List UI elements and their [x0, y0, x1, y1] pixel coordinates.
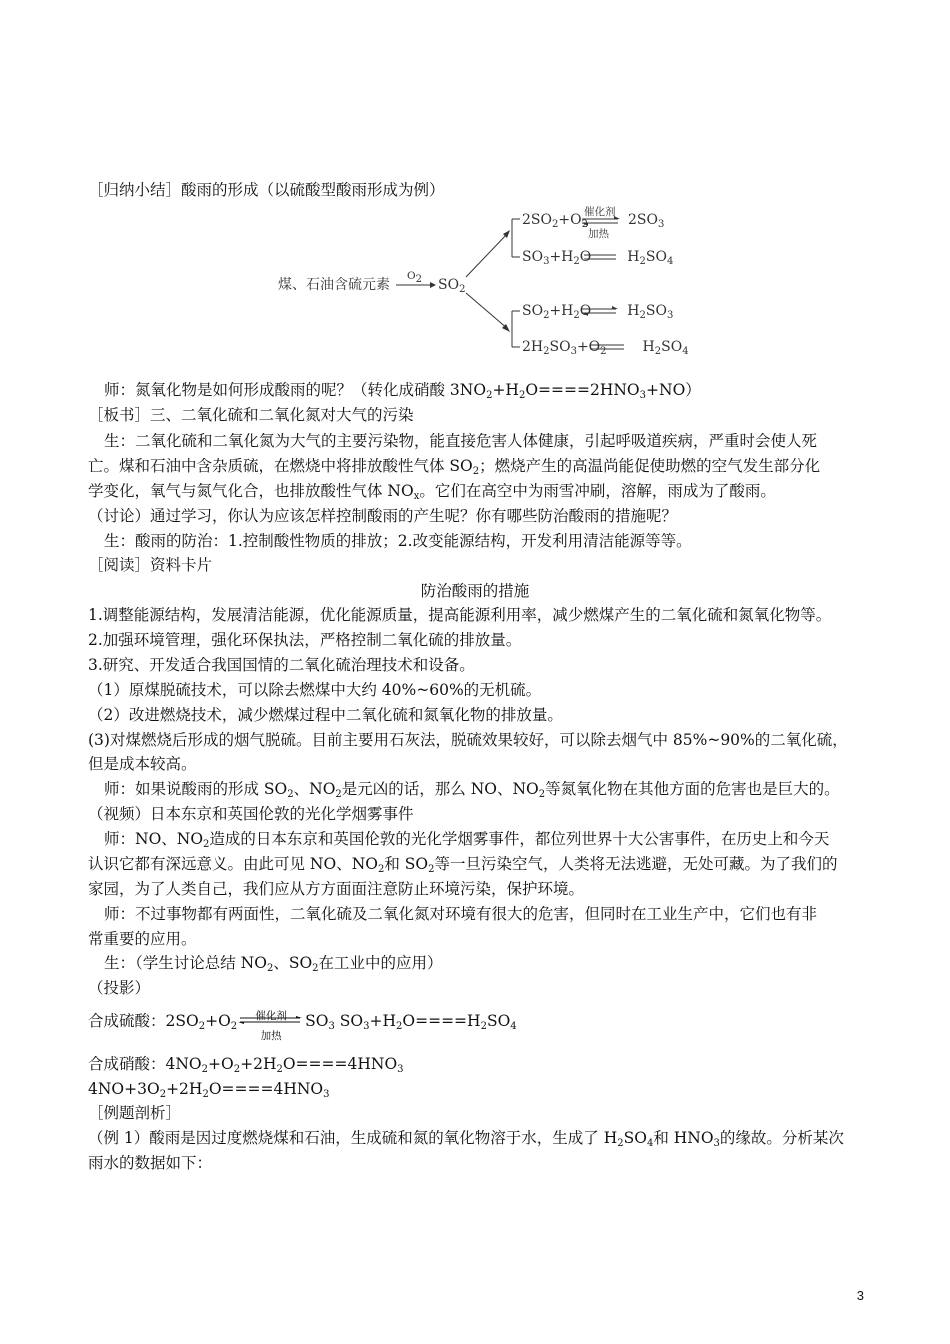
student-answer: 生：酸雨的防治：1.控制酸性物质的排放；2.改变能源结构，开发利用清洁能源等等。 — [104, 532, 692, 550]
measure-item: 3.研究、开发适合我国国情的二氧化硫治理技术和设备。 — [88, 656, 475, 674]
measure-subitem: （2）改进燃烧技术，减少燃煤过程中二氧化硫和氮氧化物的排放量。 — [88, 706, 563, 724]
paragraph-line: 认识它都有深远意义。由此可见 NO、$NO_2$和 $SO_2$等一旦污染空气，人类将无法逃避，无处可藏。为了我们的 — [88, 855, 838, 875]
student-discussion: 生：（学生讨论总结 $NO_2$、$SO_2$在工业中的应用） — [104, 954, 443, 974]
reading-heading: ［阅读］资料卡片 — [88, 556, 213, 574]
paragraph-line: 亡。煤和石油中含杂质硫，在燃烧中将排放酸性气体 $SO_2$；燃烧产生的高温尚能促使助燃的空气发生部分化 — [88, 457, 821, 477]
teacher-remark: 师：不过事物都有两面性，二氧化硫及二氧化氮对环境有很大的危害，但同时在工业生产中，它们也有非 — [104, 905, 818, 923]
example-heading: ［例题剖析］ — [88, 1104, 182, 1122]
equilibrium-arrow — [238, 1010, 304, 1042]
nitric-acid-equation-2: $4NO+3O_2+2H_2O====4HNO_3$ — [88, 1080, 330, 1100]
diagram-reaction-1: $2SO_2+O_2$ $2SO_3$ — [522, 212, 665, 230]
diagram-so2: $SO_2$ — [438, 277, 466, 295]
teacher-question-nox: 师：氮氧化物是如何形成酸雨的呢？（转化成硝酸 $3NO_2+H_2O====2HNO_3+NO$） — [104, 381, 701, 401]
nitric-acid-equation-1: 合成硝酸：$4NO_2+O_2+2H_2O====4HNO_3$ — [88, 1055, 404, 1075]
example-1-text-cont: 雨水的数据如下： — [88, 1154, 213, 1172]
diagram-source: 煤、石油含硫元素 — [278, 277, 390, 293]
teacher-remark: 师：NO、$NO_2$造成的日本东京和英国伦敦的光化学烟雾事件，都位列世界十大公害事件，在历史上和今天 — [104, 830, 830, 850]
discussion-line: （讨论）通过学习，你认为应该怎样控制酸雨的产生呢？你有哪些防治酸雨的措施呢？ — [88, 507, 678, 525]
projection-label: （投影） — [88, 979, 151, 997]
page-number: 3 — [856, 1288, 864, 1303]
paragraph-line: 常重要的应用。 — [88, 930, 197, 948]
sulfuric-acid-equation: 合成硫酸：$2SO_2+O_2$ 催化剂 加热 $SO_3$ $SO_3+H_2O====H_2SO_4$ — [88, 1009, 868, 1034]
summary-heading: ［归纳小结］酸雨的形成（以硫酸型酸雨形成为例） — [88, 181, 445, 199]
measure-subitem-cont: 但是成本较高。 — [88, 755, 197, 773]
measure-item: 2.加强环境管理，强化环保执法，严格控制二氧化硫的排放量。 — [88, 631, 522, 649]
heat-label: 加热 — [260, 1030, 282, 1042]
acid-rain-formation-diagram — [270, 205, 690, 360]
diagram-reaction-3: $SO_2+H_2O$ $H_2SO_3$ — [522, 303, 674, 321]
paragraph-line: 家园，为了人类自己，我们应从方方面面注意防止环境污染，保护环境。 — [88, 880, 585, 898]
teacher-remark: 师：如果说酸雨的形成 $SO_2$、$NO_2$是元凶的话，那么 NO、$NO_2$等氮氧化物在其他方面的危害也是巨大的。 — [104, 780, 840, 800]
measure-item: 1.调整能源结构，发展清洁能源，优化能源质量，提高能源利用率，减少燃煤产生的二氧化硫和氮氧化物等。 — [88, 606, 832, 624]
diagram-catalyst-label: 催化剂 — [584, 206, 616, 218]
diagram-o2-label: $O_2$ — [407, 270, 422, 285]
diagram-reaction-4: $2H_2SO_3+O_2$ $H_2SO_4$ — [522, 339, 689, 357]
board-heading: ［板书］三、二氧化硫和二氧化氮对大气的污染 — [88, 406, 414, 424]
card-title: 防治酸雨的措施 — [420, 582, 530, 600]
diagram-heat-label: 加热 — [588, 228, 609, 240]
paragraph-line: 学变化，氧气与氮气化合，也排放酸性气体 $NO_x$。它们在高空中为雨雪冲刷，溶解，雨成为了酸雨。 — [88, 482, 776, 502]
example-1-text: （例 1）酸雨是因过度燃烧煤和石油，生成硫和氮的氧化物溶于水，生成了 $H_2SO_4$和 $HNO_3$的缘故。分析某次 — [88, 1129, 844, 1149]
measure-subitem: （1）原煤脱硫技术，可以除去燃煤中大约 40%~60%的无机硫。 — [88, 681, 542, 699]
paragraph-line: 生：二氧化硫和二氧化氮为大气的主要污染物，能直接危害人体健康，引起呼吸道疾病，严重时会使人死 — [104, 432, 818, 450]
diagram-reaction-2: $SO_3+H_2O$ $H_2SO_4$ — [522, 249, 674, 267]
video-line: （视频）日本东京和英国伦敦的光化学烟雾事件 — [88, 805, 414, 823]
measure-subitem: (3)对煤燃烧后形成的烟气脱硫。目前主要用石灰法，脱硫效果较好，可以除去烟气中 85%~90%的二氧化硫， — [88, 731, 848, 749]
catalyst-label: 催化剂 — [255, 1010, 287, 1022]
